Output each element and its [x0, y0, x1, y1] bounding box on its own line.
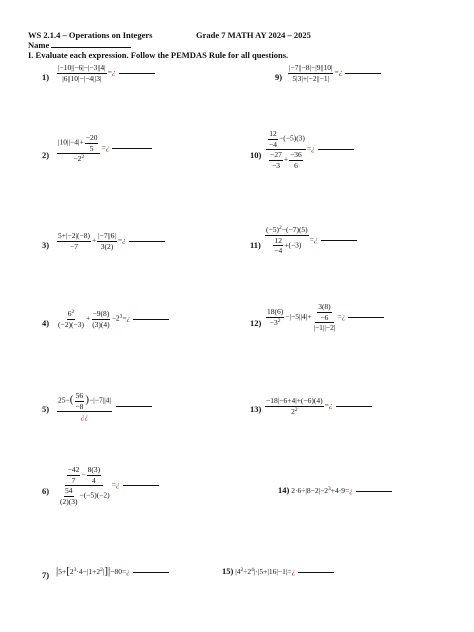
- problem-11-expression: $(-5)^2-(-7)(5)$ $\frac{12}{-4}$ +(−3) =¿: [264, 226, 357, 255]
- instructions: I. Evaluate each expression. Follow the PEMDAS Rule for all questions.: [28, 50, 289, 60]
- problem-label: 2): [42, 150, 50, 160]
- problem-7-expression: $|5+[2^3\cdot 4-|1+2^2|]|-80=¿$: [56, 566, 169, 577]
- problem-label: 3): [42, 240, 50, 250]
- problem-2-expression: |10||−4|+ $\frac{-20}{5}$ $-2^2$ =¿: [56, 134, 152, 163]
- problem-label: 12): [250, 318, 262, 328]
- name-blank: [51, 47, 131, 48]
- problem-6-expression: $\frac{-42}{7}$ − $\frac{8(3)}{4}$ $\frac{54}{(2)(3)}$ −(−5)(−2) =¿: [56, 466, 159, 505]
- problem-10-expression: $\frac{12}{-4}$ −(−5)(3) $\frac{-27}{-3}$ + $\frac{-36}{6}$ =¿: [265, 130, 354, 169]
- problem-label: 1): [42, 72, 50, 82]
- problem-label: 15): [222, 566, 234, 576]
- problem-label: 13): [250, 404, 262, 414]
- problem-5-expression: 25−( $\frac{56}{-8}$ )−|−7||4| ¿¿: [56, 392, 152, 421]
- name-label: Name: [28, 40, 50, 50]
- problem-label: 9): [275, 72, 283, 82]
- worksheet-title: WS 2.1.4 – Operations on Integers: [28, 30, 153, 40]
- problem-4-expression: $\frac{6^2}{(-2)(-3)}$ + $\frac{-9(8)}{(3)(4)}$ $-2^3=¿$: [56, 310, 169, 328]
- problem-9-expression: $\frac{|-7||-8|-|9||10|}{5|3|+|-2||-1|}$ =¿: [287, 64, 381, 82]
- grade-label: Grade 7 MATH AY 2024 – 2025: [196, 30, 311, 40]
- problem-12-expression: $\frac{18(6)}{-3^2}$ −|−5||4|+ $\frac{\frac{3(8)}{-6}}{|-1||-2|}$ =¿: [265, 303, 384, 332]
- problem-label: 11): [250, 240, 261, 250]
- problem-3-expression: $\frac{5+|-2|(-8)}{-7}$ + $\frac{|-7||6|}{3(2)}$ =¿: [56, 232, 165, 250]
- problem-label: 5): [42, 404, 50, 414]
- problem-label: 14): [278, 485, 290, 495]
- problem-label: 4): [42, 318, 50, 328]
- name-field: [28, 40, 131, 50]
- problem-1-expression: $\frac{|-10||-6|-|-3||4|}{|6||10|-|-4||3|}$ =¿: [56, 64, 155, 82]
- problem-label: 6): [42, 486, 50, 496]
- problem-15-expression: 15) $|4^2\div 2^4|\cdot|5+|16|-1|=¿$: [222, 567, 334, 576]
- problem-13-expression: $\frac{-18|-6+4|+(-6)(4)}{2^2}$ =¿: [264, 397, 372, 415]
- problem-label: 7): [42, 570, 50, 580]
- problem-label: 10): [250, 150, 262, 160]
- problem-14-expression: 14) $2\cdot 6\div|8-2|-2^3+4\cdot 9=¿$: [278, 486, 392, 495]
